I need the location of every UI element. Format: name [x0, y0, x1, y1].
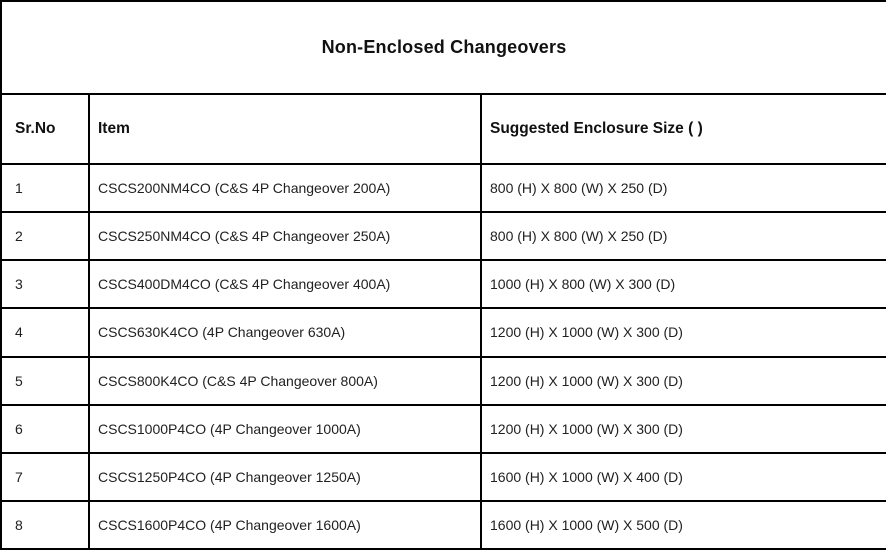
row-srno: 1: [1, 164, 89, 212]
row-srno: 7: [1, 453, 89, 501]
row-item: CSCS1000P4CO (4P Changeover 1000A): [89, 405, 481, 453]
row-enclosure-size: 800 (H) X 800 (W) X 250 (D): [481, 212, 886, 260]
table-row: [1, 164, 886, 212]
table-row: [1, 260, 886, 308]
row-enclosure-size: 1200 (H) X 1000 (W) X 300 (D): [481, 308, 886, 356]
row-item: CSCS400DM4CO (C&S 4P Changeover 400A): [89, 260, 481, 308]
table-title-row: [1, 1, 886, 94]
table-title: Non-Enclosed Changeovers: [1, 1, 886, 94]
column-header-enclosure-size: Suggested Enclosure Size ( ): [481, 94, 886, 164]
row-item: CSCS250NM4CO (C&S 4P Changeover 250A): [89, 212, 481, 260]
row-enclosure-size: 1000 (H) X 800 (W) X 300 (D): [481, 260, 886, 308]
table-row: [1, 308, 886, 356]
row-enclosure-size: 1600 (H) X 1000 (W) X 500 (D): [481, 501, 886, 549]
row-item: CSCS800K4CO (C&S 4P Changeover 800A): [89, 357, 481, 405]
column-header-item: Item: [89, 94, 481, 164]
row-enclosure-size: 1200 (H) X 1000 (W) X 300 (D): [481, 405, 886, 453]
row-srno: 2: [1, 212, 89, 260]
table-body: [1, 164, 886, 549]
row-srno: 5: [1, 357, 89, 405]
row-enclosure-size: 1200 (H) X 1000 (W) X 300 (D): [481, 357, 886, 405]
row-srno: 6: [1, 405, 89, 453]
row-item: CSCS1600P4CO (4P Changeover 1600A): [89, 501, 481, 549]
row-item: CSCS200NM4CO (C&S 4P Changeover 200A): [89, 164, 481, 212]
table-row: [1, 357, 886, 405]
table-row: [1, 501, 886, 549]
row-item: CSCS630K4CO (4P Changeover 630A): [89, 308, 481, 356]
table-row: [1, 453, 886, 501]
table-header-row: [1, 94, 886, 164]
row-srno: 4: [1, 308, 89, 356]
row-srno: 3: [1, 260, 89, 308]
row-item: CSCS1250P4CO (4P Changeover 1250A): [89, 453, 481, 501]
column-header-srno: Sr.No: [1, 94, 89, 164]
table-row: [1, 405, 886, 453]
row-enclosure-size: 800 (H) X 800 (W) X 250 (D): [481, 164, 886, 212]
row-enclosure-size: 1600 (H) X 1000 (W) X 400 (D): [481, 453, 886, 501]
table-row: [1, 212, 886, 260]
row-srno: 8: [1, 501, 89, 549]
